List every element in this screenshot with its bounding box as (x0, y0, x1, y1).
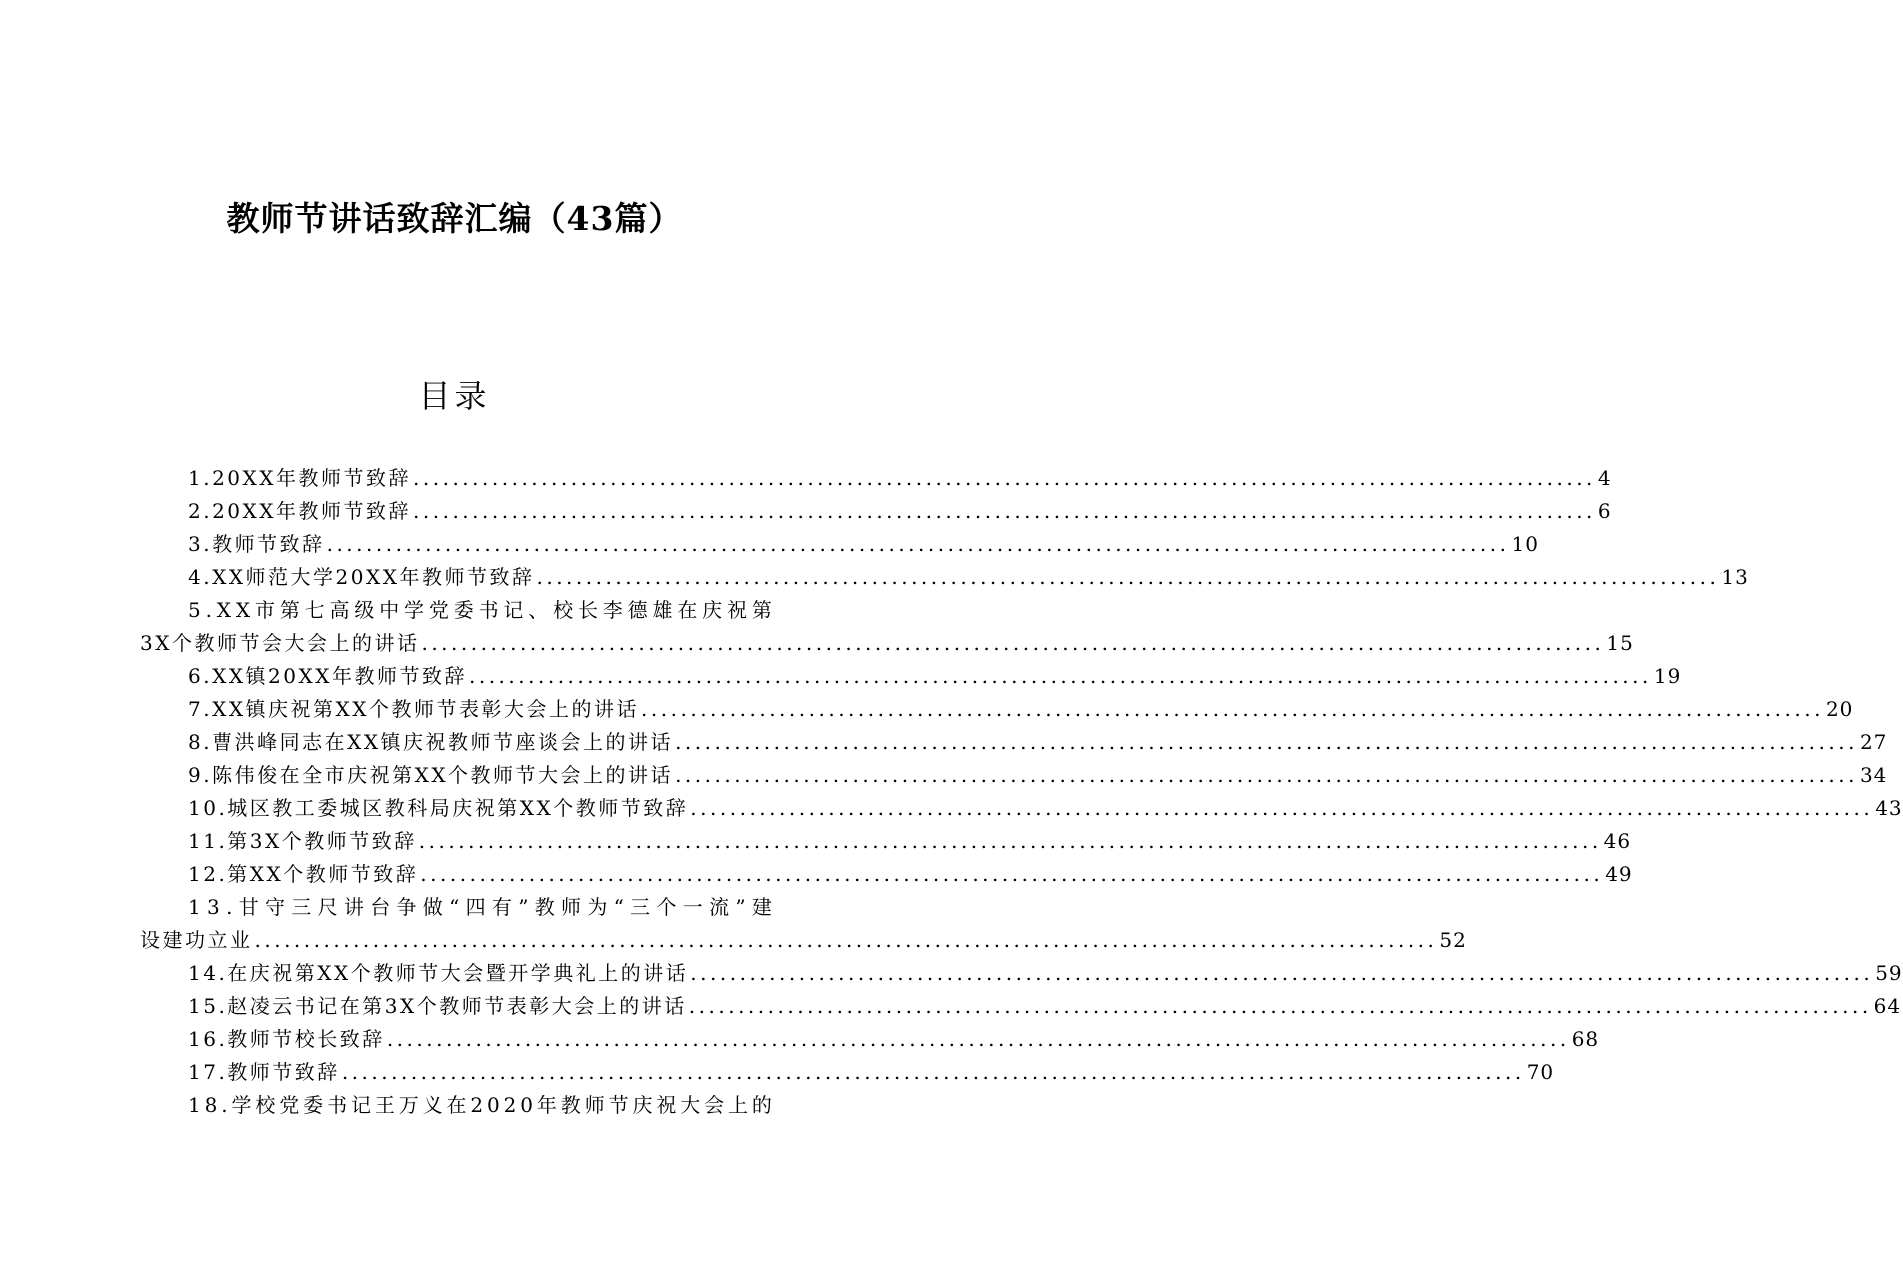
toc-entry-title: 1.20XX年教师节致辞 (188, 466, 412, 490)
toc-entry[interactable] (140, 726, 1888, 759)
toc-page-number: 10 (1511, 532, 1539, 556)
toc-entry-title: 4.XX师范大学20XX年教师节致辞 (188, 565, 535, 589)
toc-entry[interactable] (140, 660, 1682, 693)
toc-entry-title: 6.XX镇20XX年教师节致辞 (188, 664, 467, 688)
document-title: 教师节讲话致辞汇编（43篇） (226, 199, 683, 238)
toc-entry-title: 15.赵凌云书记在第3X个教师节表彰大会上的讲话 (188, 994, 687, 1018)
toc-line (140, 1089, 772, 1122)
toc-dot-leader: ........................................................................................................................ (675, 763, 1858, 787)
toc-entry-title: 16.教师节校长致辞 (188, 1027, 385, 1051)
toc-dot-leader: ........................................................................................................................ (690, 961, 1874, 985)
toc-entry-title: 7.XX镇庆祝第XX个教师节表彰大会上的讲话 (188, 697, 640, 721)
toc-dot-leader: ........................................................................................................................ (413, 466, 1596, 490)
toc-heading: 目录 (418, 377, 491, 415)
toc-line (140, 924, 1467, 957)
toc-entry[interactable] (140, 561, 1749, 594)
toc-dot-leader: ........................................................................................................................ (690, 796, 1874, 820)
toc-page-number: 6 (1597, 499, 1612, 523)
toc-entry-title: 11.第3X个教师节致辞 (188, 829, 417, 853)
toc-page-number: 15 (1606, 631, 1634, 655)
toc-entry[interactable] (140, 495, 1612, 528)
toc-line (140, 660, 1682, 693)
toc-line (140, 1056, 1555, 1089)
toc-entry[interactable] (140, 858, 1633, 891)
toc-dot-leader: ........................................................................................................................ (421, 631, 1605, 655)
toc-dot-leader: ........................................................................................................................ (326, 532, 1510, 556)
toc-page-number: 27 (1859, 730, 1888, 754)
toc-dot-leader: ........................................................................................................................ (254, 928, 1438, 952)
toc-entry[interactable] (140, 693, 1854, 726)
toc-entry[interactable] (140, 990, 1902, 1023)
toc-entry-title: 9.陈伟俊在全市庆祝第XX个教师节大会上的讲话 (188, 763, 674, 787)
toc-dot-leader: ........................................................................................................................ (386, 1027, 1570, 1051)
toc-line (140, 726, 1888, 759)
toc-entry-title: 1 8 . 学 校 党 委 书 记 王 万 义 在 2 0 2 0 年 教 师 节 庆 祝 大 会 上 的 (188, 1093, 772, 1117)
toc-entry[interactable] (140, 1056, 1555, 1089)
toc-entry-title: 17.教师节致辞 (188, 1060, 340, 1084)
toc-entry-title: 3.教师节致辞 (188, 532, 325, 556)
toc-entry-title: 10.城区教工委城区教科局庆祝第XX个教师节致辞 (188, 796, 689, 820)
toc-page-number: 46 (1603, 829, 1632, 853)
toc-page-number: 70 (1526, 1060, 1555, 1084)
toc-page-number: 4 (1597, 466, 1612, 490)
toc-entry[interactable] (140, 594, 1634, 660)
toc-line (140, 495, 1612, 528)
toc-entry-title: 8.曹洪峰同志在XX镇庆祝教师节座谈会上的讲话 (188, 730, 674, 754)
toc-page-number: 68 (1571, 1027, 1600, 1051)
toc-line (140, 759, 1888, 792)
toc-entry[interactable] (140, 1023, 1600, 1056)
toc-page-number: 34 (1859, 763, 1888, 787)
toc-line (140, 792, 1903, 825)
toc-line (140, 594, 772, 627)
toc-entry-title: 14.在庆祝第XX个教师节大会暨开学典礼上的讲话 (188, 961, 689, 985)
toc-page-number: 20 (1825, 697, 1854, 721)
toc-dot-leader: ........................................................................................................................ (536, 565, 1720, 589)
toc-dot-leader: ........................................................................................................................ (418, 829, 1602, 853)
toc-entry[interactable] (140, 462, 1612, 495)
toc-line (140, 990, 1902, 1023)
toc-entry-title: 12.第XX个教师节致辞 (188, 862, 419, 886)
toc-page-number: 43 (1875, 796, 1903, 820)
toc-page-number: 59 (1875, 961, 1903, 985)
toc-entry[interactable] (140, 957, 1903, 990)
toc-page-number: 13 (1721, 565, 1749, 589)
toc-page-number: 64 (1873, 994, 1902, 1018)
toc-entry[interactable] (140, 891, 1467, 957)
toc-entry-title: 2.20XX年教师节致辞 (188, 499, 412, 523)
toc-dot-leader: ........................................................................................................................ (675, 730, 1858, 754)
toc-dot-leader: ........................................................................................................................ (341, 1060, 1525, 1084)
toc-line (140, 891, 772, 924)
toc-page-number: 52 (1439, 928, 1467, 952)
toc-dot-leader: ........................................................................................................................ (468, 664, 1652, 688)
toc-line (140, 858, 1633, 891)
toc-dot-leader: ........................................................................................................................ (420, 862, 1604, 886)
toc-page-number: 19 (1653, 664, 1682, 688)
toc-line (140, 1023, 1600, 1056)
toc-dot-leader: ........................................................................................................................ (641, 697, 1824, 721)
toc-dot-leader: ........................................................................................................................ (688, 994, 1872, 1018)
toc-line (140, 561, 1749, 594)
toc-page-number: 49 (1605, 862, 1633, 886)
toc-entry[interactable] (140, 792, 1903, 825)
toc-entry[interactable] (140, 1089, 772, 1122)
toc-line (140, 627, 1634, 660)
toc-entry[interactable] (140, 825, 1632, 858)
toc-entry-title: 设建功立业 (140, 928, 253, 952)
toc-line (140, 528, 1539, 561)
toc-entry-title: 5 . X X 市 第 七 高 级 中 学 党 委 书 记 、 校 长 李 德 雄 在 庆 祝 第 (188, 598, 772, 622)
toc-line (140, 693, 1854, 726)
table-of-contents (140, 462, 1903, 1122)
toc-dot-leader: ........................................................................................................................ (413, 499, 1596, 523)
toc-line (140, 825, 1632, 858)
toc-line (140, 462, 1612, 495)
toc-entry-title: 1 3 . 甘 守 三 尺 讲 台 争 做 “ 四 有 ” 教 师 为 “ 三 个 一 流 ” 建 (188, 895, 772, 919)
toc-entry[interactable] (140, 759, 1888, 792)
toc-entry-title: 3X个教师节会大会上的讲话 (140, 631, 420, 655)
toc-line (140, 957, 1903, 990)
toc-entry[interactable] (140, 528, 1539, 561)
